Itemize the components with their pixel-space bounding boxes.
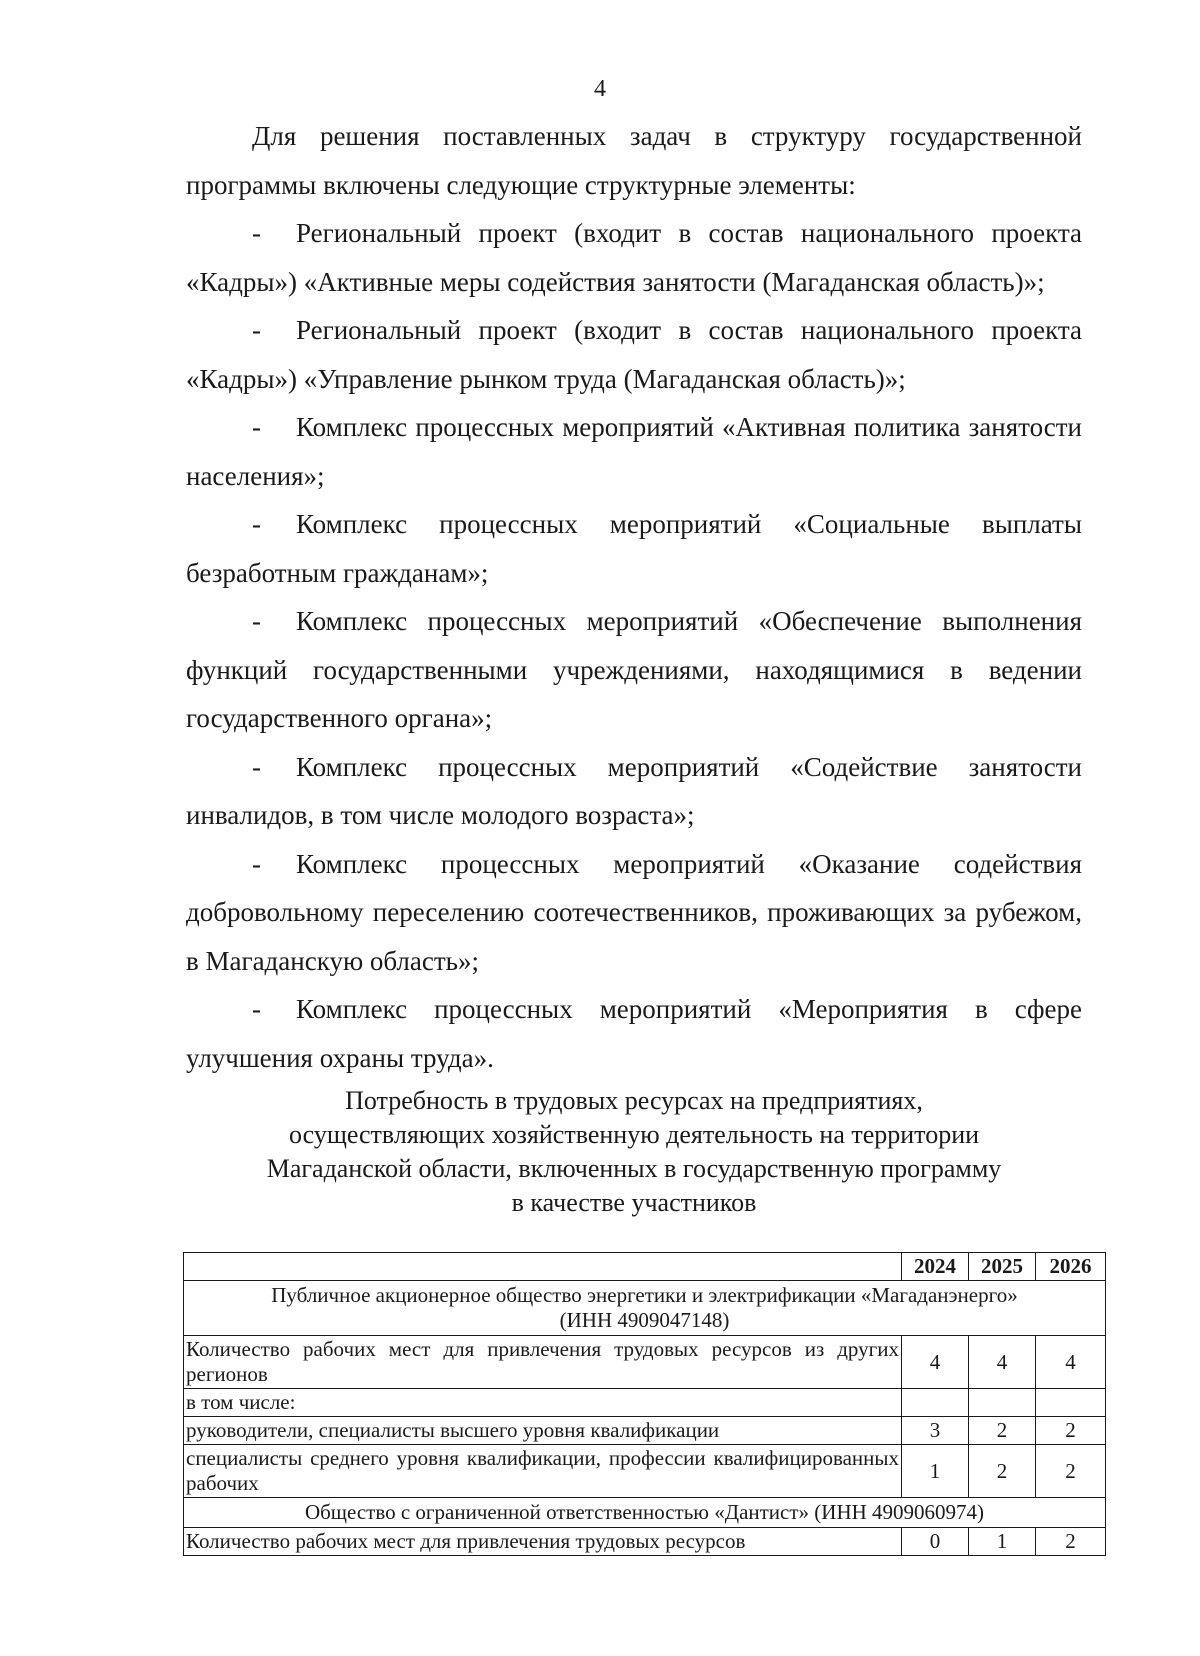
list-item-text: Комплекс процессных мероприятий «Мероприятия в сфере улучшения охраны труда». xyxy=(186,994,1082,1073)
page-number: 4 xyxy=(594,76,606,102)
document-body xyxy=(186,112,1082,1082)
cell-2024: 4 xyxy=(902,1336,969,1389)
cell-2025: 2 xyxy=(969,1417,1036,1445)
cell-2025: 2 xyxy=(969,1445,1036,1498)
heading-line: Магаданской области, включенных в государственную программу xyxy=(266,1154,1002,1183)
cell-2024: 3 xyxy=(902,1417,969,1445)
list-dash: - xyxy=(252,606,261,636)
header-year: 2024 xyxy=(902,1253,969,1281)
list-item xyxy=(186,597,1082,743)
table-row xyxy=(184,1417,1106,1445)
table-heading xyxy=(186,1084,1082,1220)
list-item-text: Региональный проект (входит в состав национального проекта «Кадры») «Активные меры содействия занятости (Магаданская область)»; xyxy=(186,218,1082,297)
cell-2026: 2 xyxy=(1036,1417,1106,1445)
header-year: 2025 xyxy=(969,1253,1036,1281)
org-row xyxy=(184,1498,1106,1528)
org-row xyxy=(184,1281,1106,1336)
list-item-text: Комплекс процессных мероприятий «Активная политика занятости населения»; xyxy=(186,412,1082,491)
list-item xyxy=(186,743,1082,840)
cell-2024: 1 xyxy=(902,1445,969,1498)
list-dash: - xyxy=(252,848,261,879)
row-label: Количество рабочих мест для привлечения трудовых ресурсов xyxy=(184,1528,902,1556)
cell-2025 xyxy=(969,1389,1036,1417)
cell-2025: 1 xyxy=(969,1528,1036,1556)
list-item-text: Комплекс процессных мероприятий «Социальные выплаты безработным гражданам»; xyxy=(186,509,1082,588)
header-empty-cell xyxy=(184,1253,902,1281)
cell-2026: 2 xyxy=(1036,1528,1106,1556)
table-row xyxy=(184,1528,1106,1556)
list-dash: - xyxy=(252,315,261,345)
list-item-text: Комплекс процессных мероприятий «Содействие занятости инвалидов, в том числе молодого возраста»; xyxy=(186,751,1082,830)
org-inn: (ИНН 4909047148) xyxy=(559,1308,730,1332)
heading-line: осуществляющих хозяйственную деятельность на территории xyxy=(288,1120,980,1149)
row-label: руководители, специалисты высшего уровня квалификации xyxy=(184,1417,902,1445)
table-row xyxy=(184,1336,1106,1389)
cell-2024 xyxy=(902,1389,969,1417)
list-item xyxy=(186,209,1082,306)
table-row xyxy=(184,1445,1106,1498)
header-year: 2026 xyxy=(1036,1253,1106,1281)
cell-2026: 4 xyxy=(1036,1336,1106,1389)
cell-2026: 2 xyxy=(1036,1445,1106,1498)
list-item-text: Комплекс процессных мероприятий «Оказание содействия добровольному переселению соотечественников, проживающих за рубежом, в Магаданскую область»; xyxy=(186,848,1082,976)
list-dash: - xyxy=(252,412,261,442)
heading-line: в качестве участников xyxy=(511,1188,757,1217)
row-label: специалисты среднего уровня квалификации, профессии квалифицированных рабочих xyxy=(184,1445,902,1498)
list-item-text: Комплекс процессных мероприятий «Обеспечение выполнения функций государственными учреждениями, находящимися в ведении государственного органа»; xyxy=(186,606,1082,733)
list-dash: - xyxy=(252,509,261,539)
org-name-cell: Общество с ограниченной ответственностью «Дантист» (ИНН 4909060974) xyxy=(184,1498,1106,1528)
heading-line: Потребность в трудовых ресурсах на предприятиях, xyxy=(345,1086,923,1115)
list-item xyxy=(186,306,1082,403)
list-item-text: Региональный проект (входит в состав национального проекта «Кадры») «Управление рынком труда (Магаданская область)»; xyxy=(186,315,1082,394)
list-dash: - xyxy=(252,994,261,1024)
cell-2026 xyxy=(1036,1389,1106,1417)
intro-paragraph: Для решения поставленных задач в структуру государственной программы включены следующие структурные элементы: xyxy=(186,121,1082,200)
cell-2025: 4 xyxy=(969,1336,1036,1389)
cell-2024: 0 xyxy=(902,1528,969,1556)
list-item xyxy=(186,403,1082,500)
list-dash: - xyxy=(252,751,261,782)
list-item xyxy=(186,500,1082,597)
org-name: Публичное акционерное общество энергетики и электрификации «Магаданэнерго» xyxy=(271,1283,1018,1307)
workforce-table-container xyxy=(183,1252,1105,1556)
table-header-row xyxy=(184,1253,1106,1281)
workforce-table xyxy=(183,1252,1106,1556)
list-item xyxy=(186,985,1082,1082)
list-dash: - xyxy=(252,218,261,248)
row-label: Количество рабочих мест для привлечения трудовых ресурсов из других регионов xyxy=(184,1336,902,1389)
row-label: в том числе: xyxy=(184,1389,902,1417)
table-row xyxy=(184,1389,1106,1417)
list-item xyxy=(186,840,1082,986)
org-name-cell xyxy=(184,1281,1106,1336)
